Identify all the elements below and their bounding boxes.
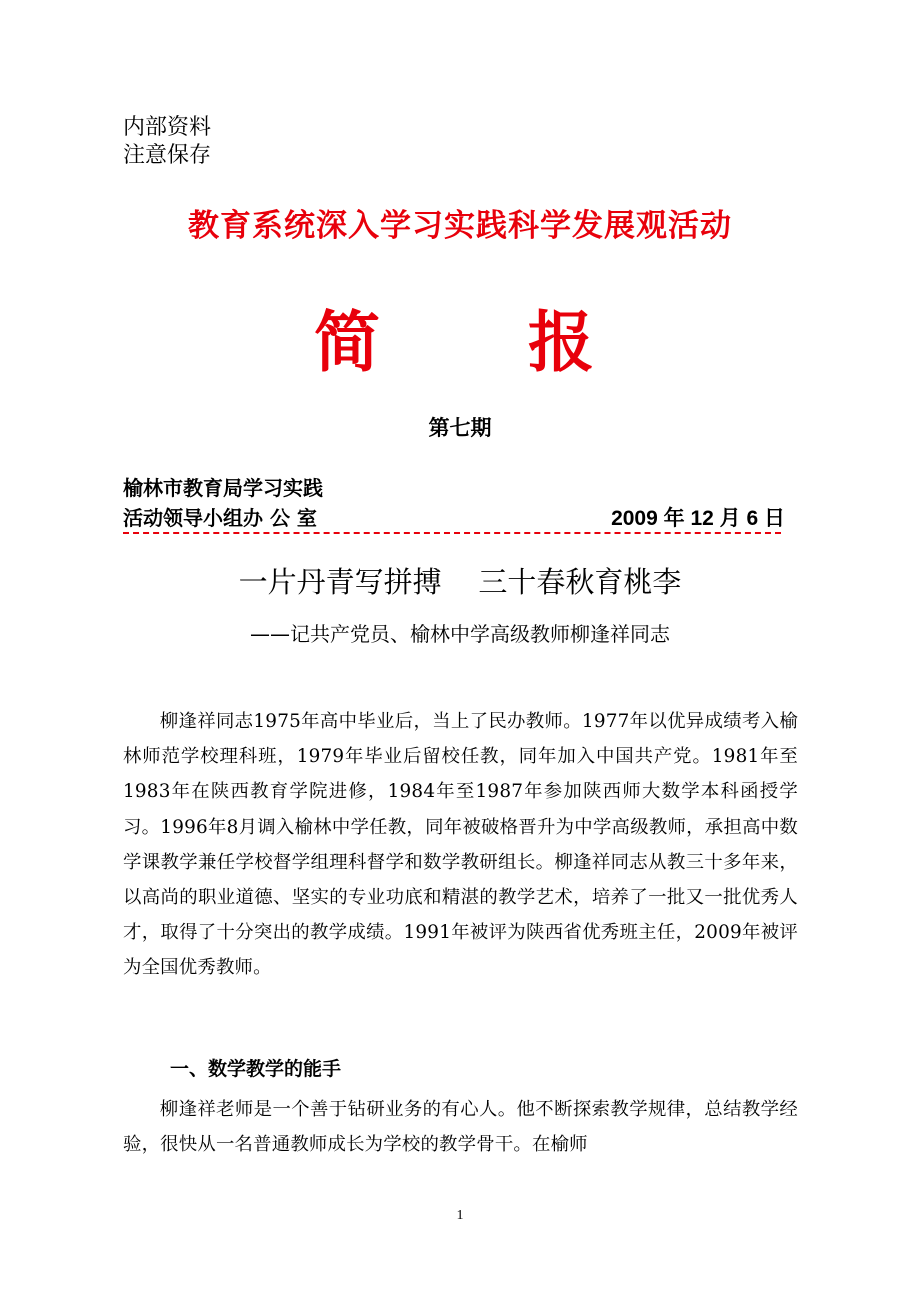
article-subtitle: ——记共产党员、榆林中学高级教师柳逢祥同志	[250, 622, 670, 646]
article-title: 一片丹青写拼搏 三十春秋育桃李	[238, 565, 682, 599]
issue-date: 2009 年 12 月 6 日	[611, 507, 785, 530]
dashed-divider	[123, 532, 781, 534]
issuing-org-line1: 榆林市教育局学习实践	[123, 476, 323, 500]
article-paragraph-2: 柳逢祥老师是一个善于钻研业务的有心人。他不断探索教学规律，总结教学经验，很快从一名普通教师成长为学校的教学骨干。在榆师	[123, 1099, 798, 1156]
issue-number: 第七期	[428, 416, 492, 440]
article-paragraph: 柳逢祥同志1975年高中毕业后，当上了民办教师。1977年以优异成绩考入榆林师范学校理科班，1979年毕业后留校任教，同年加入中国共产党。1981年至1983年在陕西教育学院进修，1984年至1987年参加陕西师大数学本科函授学习。1996年8月调入榆林中学任教，同年被破格晋升为中学高级教师，承担高中数学课教学兼任学校督学组理科督学和数学教研组长。柳逢祥同志从教三十多年来，以高尚的职业道德、坚实的专业功底和精湛的教学艺术，培养了一批又一批优秀人才，取得了十分突出的教学成绩。1991年被评为陕西省优秀班主任，2009年被评为全国优秀教师。	[123, 711, 798, 979]
section-heading: 一、数学教学的能手	[170, 1058, 342, 1080]
campaign-headline: 教育系统深入学习实践科学发展观活动	[188, 208, 732, 244]
internal-material-note: 内部资料	[123, 115, 212, 140]
issuing-org-line2: 活动领导小组办 公 室	[123, 506, 317, 530]
page-number: 1	[456, 1208, 464, 1223]
masthead-char-jian: 简	[314, 303, 380, 381]
masthead-char-bao: 报	[528, 303, 594, 381]
keep-safe-note: 注意保存	[123, 143, 212, 168]
